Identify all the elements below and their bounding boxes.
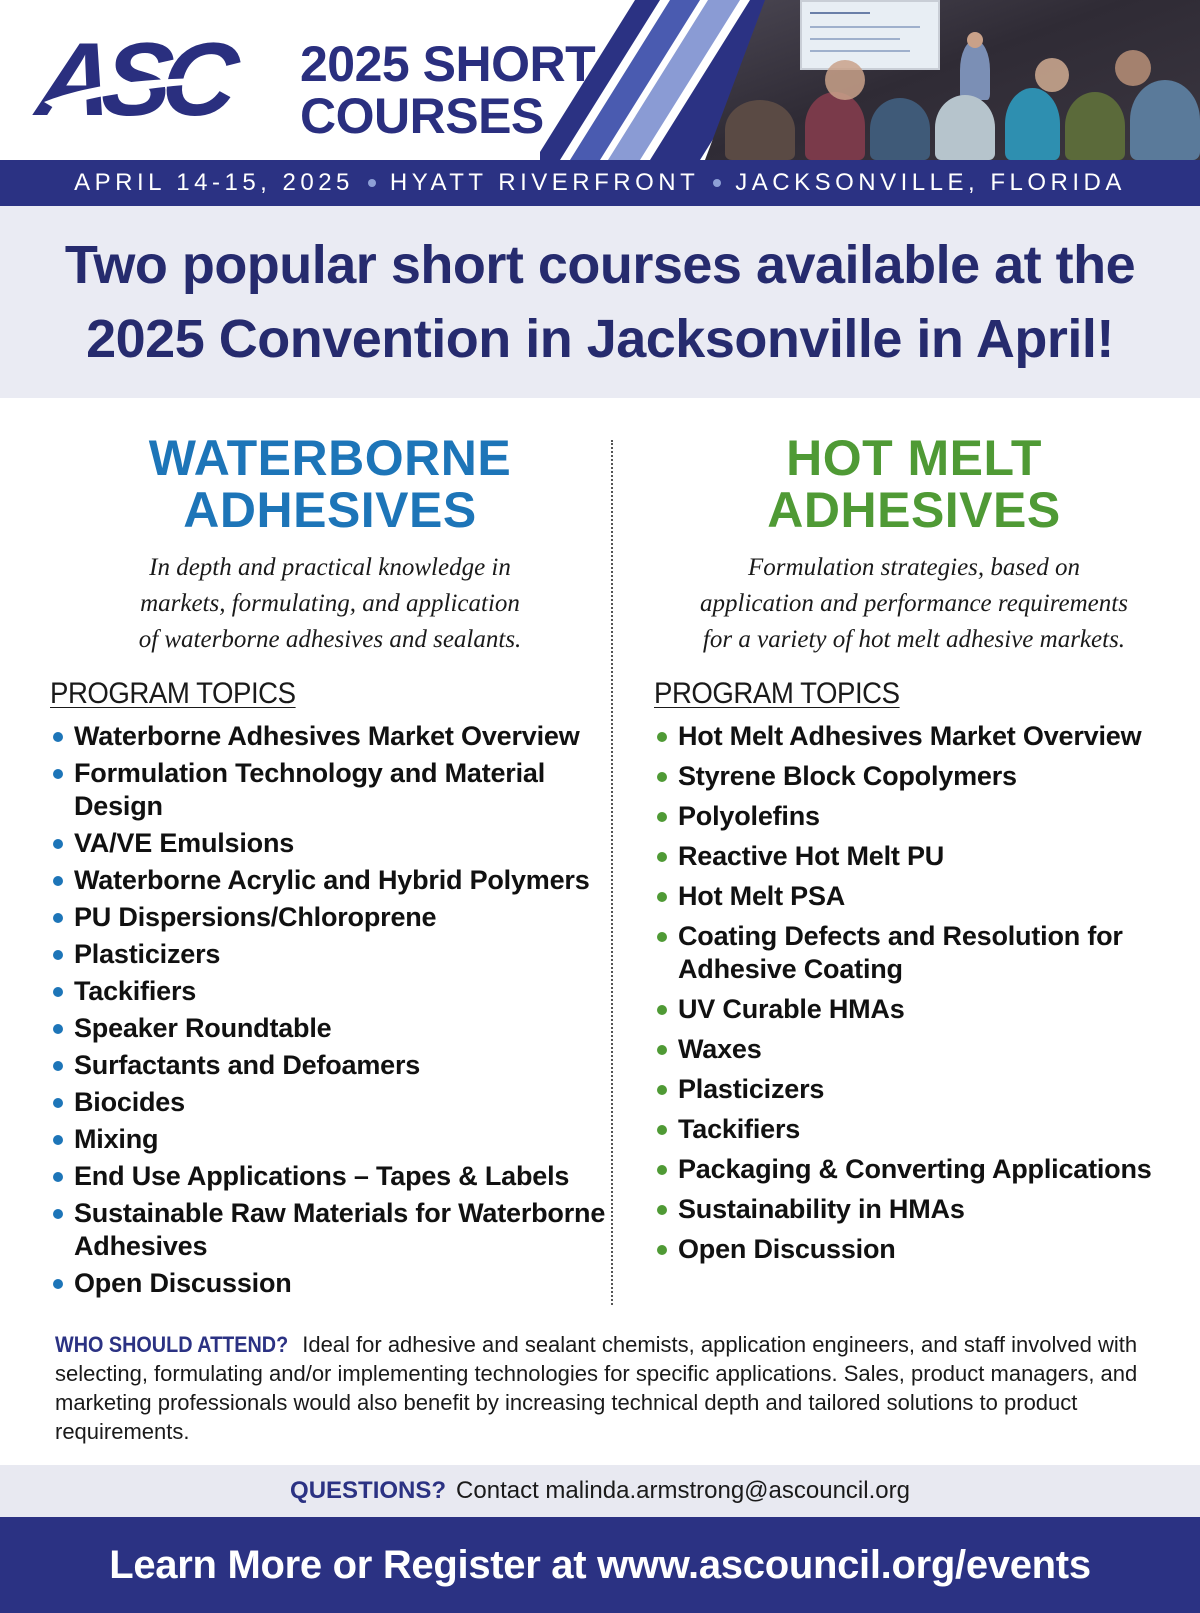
logo-swoosh-icon	[44, 68, 294, 108]
topic-label: UV Curable HMAs	[678, 994, 905, 1024]
bullet-dot-icon	[657, 812, 667, 822]
bullet-dot-icon	[53, 1279, 63, 1289]
who-should-attend	[55, 1330, 1165, 1446]
bullet-dot-icon	[657, 1205, 667, 1215]
topic-label: Formulation Technology and Material Design	[74, 758, 546, 821]
waterborne-title-line-1: WATERBORNE	[148, 430, 512, 486]
hotmelt-title	[654, 432, 1174, 536]
waterborne-desc-line-1: In depth and practical knowledge in	[149, 554, 511, 581]
bullet-dot-icon	[53, 950, 63, 960]
date-bar	[0, 160, 1200, 206]
bullet-dot-icon	[657, 1165, 667, 1175]
bullet-dot-icon	[53, 1209, 63, 1219]
hotmelt-description	[654, 550, 1174, 658]
topic-label: End Use Applications – Tapes & Labels	[74, 1161, 570, 1191]
who-label: WHO SHOULD ATTEND?	[55, 1332, 289, 1357]
topic-label: Speaker Roundtable	[74, 1013, 332, 1043]
topic-label: Coating Defects and Resolution for Adhesive Coating	[678, 921, 1123, 984]
bullet-dot-icon	[657, 892, 667, 902]
bullet-dot-icon	[657, 1245, 667, 1255]
register-footer	[0, 1517, 1200, 1613]
bullet-dot-icon	[53, 839, 63, 849]
bullet-dot-icon	[657, 852, 667, 862]
topic-item	[50, 1049, 610, 1082]
topic-label: Plasticizers	[678, 1074, 825, 1104]
waterborne-title	[50, 432, 610, 536]
bullet-dot-icon	[53, 769, 63, 779]
bullet-dot-icon	[53, 1061, 63, 1071]
topic-item	[50, 1012, 610, 1045]
intro-line-1: Two popular short courses available at the	[64, 235, 1136, 295]
topic-item	[654, 720, 1174, 753]
bullet-dot-icon	[657, 1085, 667, 1095]
bullet-dot-icon	[713, 179, 721, 187]
topic-item	[654, 1153, 1174, 1186]
topic-label: Plasticizers	[74, 939, 221, 969]
bullet-dot-icon	[657, 1005, 667, 1015]
bullet-dot-icon	[657, 732, 667, 742]
waterborne-column	[50, 432, 610, 1304]
questions-label: QUESTIONS?	[290, 1477, 447, 1504]
questions-bar	[0, 1465, 1200, 1517]
topic-item	[50, 864, 610, 897]
waterborne-description	[50, 550, 610, 658]
event-venue: HYATT RIVERFRONT	[389, 169, 700, 196]
topic-item	[50, 1123, 610, 1156]
topic-label: Tackifiers	[74, 976, 197, 1006]
event-date: APRIL 14-15, 2025	[74, 169, 354, 196]
hotmelt-desc-line-2: application and performance requirements	[700, 590, 1128, 617]
bullet-dot-icon	[368, 179, 376, 187]
hotmelt-topics-heading: PROGRAM TOPICS	[654, 677, 900, 710]
topic-label: PU Dispersions/Chloroprene	[74, 902, 437, 932]
topic-label: Open Discussion	[74, 1268, 292, 1298]
topic-item	[50, 757, 610, 823]
hotmelt-title-line-1: HOT MELT	[786, 430, 1042, 486]
topic-label: Packaging & Converting Applications	[678, 1154, 1152, 1184]
topic-item	[50, 938, 610, 971]
topic-item	[50, 720, 610, 753]
topic-item	[654, 1193, 1174, 1226]
hotmelt-topics-list	[654, 720, 1174, 1266]
bullet-dot-icon	[53, 1098, 63, 1108]
topic-label: Styrene Block Copolymers	[678, 761, 1017, 791]
topic-item	[654, 920, 1174, 986]
topic-item	[50, 901, 610, 934]
topic-label: Tackifiers	[678, 1114, 801, 1144]
topic-item	[654, 800, 1174, 833]
asc-logo: ASC	[31, 22, 234, 138]
topic-label: Waterborne Acrylic and Hybrid Polymers	[74, 865, 590, 895]
hotmelt-desc-line-3: for a variety of hot melt adhesive markets.	[702, 626, 1126, 653]
intro-band	[0, 206, 1200, 398]
hotmelt-title-line-2: ADHESIVES	[767, 482, 1061, 538]
topic-label: Surfactants and Defoamers	[74, 1050, 421, 1080]
bullet-dot-icon	[657, 772, 667, 782]
register-link[interactable]: Learn More or Register at www.ascouncil.org/events	[109, 1542, 1091, 1587]
waterborne-topics-heading: PROGRAM TOPICS	[50, 677, 296, 710]
intro-line-2: 2025 Convention in Jacksonville in April!	[86, 309, 1114, 369]
topic-label: Sustainable Raw Materials for Waterborne Adhesives	[74, 1198, 606, 1261]
bullet-dot-icon	[53, 1172, 63, 1182]
topic-label: VA/VE Emulsions	[74, 828, 295, 858]
topic-item	[50, 975, 610, 1008]
waterborne-desc-line-2: markets, formulating, and application	[140, 590, 520, 617]
waterborne-topics-list	[50, 720, 610, 1300]
header	[0, 0, 1200, 160]
topic-label: Reactive Hot Melt PU	[678, 841, 945, 871]
classroom-photo	[705, 0, 1200, 160]
title-line-1: 2025 SHORT	[300, 36, 596, 92]
topic-label: Waxes	[678, 1034, 762, 1064]
topic-label: Mixing	[74, 1124, 159, 1154]
bullet-dot-icon	[657, 1045, 667, 1055]
topic-item	[50, 827, 610, 860]
hotmelt-desc-line-1: Formulation strategies, based on	[748, 554, 1080, 581]
topic-label: Hot Melt Adhesives Market Overview	[678, 721, 1142, 751]
event-location: JACKSONVILLE, FLORIDA	[735, 169, 1126, 196]
topic-label: Hot Melt PSA	[678, 881, 846, 911]
bullet-dot-icon	[53, 913, 63, 923]
bullet-dot-icon	[53, 732, 63, 742]
topic-item	[50, 1267, 610, 1300]
bullet-dot-icon	[53, 987, 63, 997]
topic-item	[654, 993, 1174, 1026]
topic-label: Open Discussion	[678, 1234, 896, 1264]
projector-screen	[800, 0, 940, 70]
topic-item	[50, 1086, 610, 1119]
topic-label: Sustainability in HMAs	[678, 1194, 965, 1224]
waterborne-desc-line-3: of waterborne adhesives and sealants.	[138, 626, 522, 653]
topic-label: Polyolefins	[678, 801, 820, 831]
topic-item	[654, 760, 1174, 793]
topic-label: Biocides	[74, 1087, 185, 1117]
topic-item	[654, 1073, 1174, 1106]
column-divider	[611, 440, 613, 1305]
bullet-dot-icon	[53, 876, 63, 886]
bullet-dot-icon	[657, 932, 667, 942]
hotmelt-column	[654, 432, 1174, 1273]
topic-item	[50, 1197, 610, 1263]
title-line-2: COURSES	[300, 88, 544, 144]
bullet-dot-icon	[657, 1125, 667, 1135]
waterborne-title-line-2: ADHESIVES	[183, 482, 477, 538]
topic-item	[654, 840, 1174, 873]
topic-item	[50, 1160, 610, 1193]
bullet-dot-icon	[53, 1024, 63, 1034]
topic-label: Waterborne Adhesives Market Overview	[74, 721, 580, 751]
topic-item	[654, 1233, 1174, 1266]
who-text: Ideal for adhesive and sealant chemists, application engineers, and staff involved with selecting, formulating and/or implementing technologies for specific applications. Sales, product managers, and marketing professionals would also benefit by increasing technical depth and tailored solutions to product requirements.	[55, 1332, 1138, 1444]
topic-item	[654, 1033, 1174, 1066]
topic-item	[654, 880, 1174, 913]
topic-item	[654, 1113, 1174, 1146]
contact-email-link[interactable]: Contact malinda.armstrong@ascouncil.org	[456, 1477, 910, 1504]
bullet-dot-icon	[53, 1135, 63, 1145]
